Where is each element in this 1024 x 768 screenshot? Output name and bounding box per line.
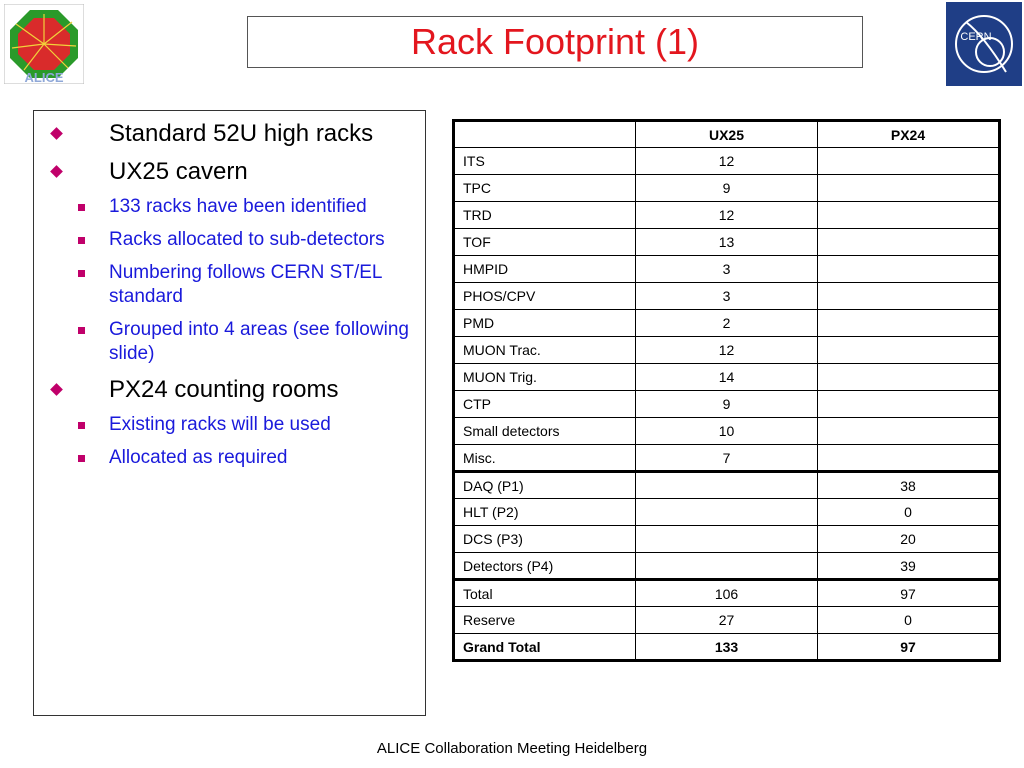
sub-bullet-item [34,413,425,437]
value-cell [818,202,1000,229]
value-cell: 0 [818,607,1000,634]
table-row [454,607,1000,634]
title-box [247,16,863,68]
value-cell: 2 [636,310,818,337]
table-row [454,202,1000,229]
rack-table [452,119,1001,662]
value-cell [818,391,1000,418]
diamond-bullet-icon [50,127,63,140]
table-row [454,418,1000,445]
table-body [454,148,1000,661]
row-label-cell: DAQ (P1) [454,472,636,499]
value-cell [818,283,1000,310]
value-cell: 7 [636,445,818,472]
value-cell: 3 [636,256,818,283]
bullet-text: PX24 counting rooms [109,376,339,403]
table-row [454,175,1000,202]
row-label-cell: Reserve [454,607,636,634]
value-cell: 38 [818,472,1000,499]
sub-bullet-item [34,446,425,470]
value-cell: 97 [818,580,1000,607]
table-row [454,391,1000,418]
header-cell: PX24 [818,121,1000,148]
value-cell [818,337,1000,364]
bullet-text: Standard 52U high racks [109,120,374,147]
page-title: Rack Footprint (1) [410,21,700,62]
table-row [454,310,1000,337]
row-label-cell: PMD [454,310,636,337]
bullet-item [34,157,425,366]
square-bullet-icon [78,422,85,429]
value-cell: 9 [636,175,818,202]
value-cell: 12 [636,337,818,364]
alice-logo [4,4,84,84]
sub-bullet-item [34,261,425,309]
cern-logo-text: CERN [960,31,992,43]
value-cell: 13 [636,229,818,256]
value-cell [818,256,1000,283]
row-label-cell: HMPID [454,256,636,283]
sub-bullet-item [34,195,425,219]
square-bullet-icon [78,455,85,462]
sub-bullet-text: Grouped into 4 areas (see following slide) [109,319,409,364]
sub-bullet-text: Existing racks will be used [109,414,331,435]
sub-bullet-item [34,318,425,366]
row-label-cell: PHOS/CPV [454,283,636,310]
bullet-item [34,119,425,149]
table-row [454,445,1000,472]
value-cell [818,148,1000,175]
value-cell [818,445,1000,472]
value-cell: 12 [636,202,818,229]
diamond-bullet-icon [50,383,63,396]
value-cell: 0 [818,499,1000,526]
sub-bullet-item [34,228,425,252]
row-label-cell: CTP [454,391,636,418]
value-cell [818,310,1000,337]
table-row [454,256,1000,283]
value-cell: 27 [636,607,818,634]
diamond-bullet-icon [50,165,63,178]
value-cell [818,418,1000,445]
table-row [454,472,1000,499]
square-bullet-icon [78,204,85,211]
value-cell: 20 [818,526,1000,553]
header-cell: UX25 [636,121,818,148]
cern-logo [946,2,1022,86]
value-cell: 12 [636,148,818,175]
sub-bullet-text: Racks allocated to sub-detectors [109,229,385,250]
row-label-cell: Total [454,580,636,607]
alice-logo-text: ALICE [24,70,64,84]
square-bullet-icon [78,270,85,277]
row-label-cell: MUON Trig. [454,364,636,391]
value-cell: 9 [636,391,818,418]
row-label-cell: Small detectors [454,418,636,445]
bullet-panel [33,110,426,716]
value-cell [636,472,818,499]
value-cell: 14 [636,364,818,391]
bullet-text: UX25 cavern [109,158,248,185]
table-header-row [454,121,1000,148]
table-row [454,553,1000,580]
square-bullet-icon [78,327,85,334]
row-label-cell: HLT (P2) [454,499,636,526]
row-label-cell: Grand Total [454,634,636,661]
value-cell [818,175,1000,202]
table-row [454,526,1000,553]
value-cell: 10 [636,418,818,445]
sub-bullet-text: Numbering follows CERN ST/EL standard [109,262,382,307]
table-row [454,229,1000,256]
row-label-cell: Misc. [454,445,636,472]
value-cell: 106 [636,580,818,607]
table-row [454,634,1000,661]
table-row [454,148,1000,175]
value-cell: 133 [636,634,818,661]
value-cell [818,364,1000,391]
value-cell [636,526,818,553]
square-bullet-icon [78,237,85,244]
row-label-cell: MUON Trac. [454,337,636,364]
sub-bullet-text: Allocated as required [109,447,288,468]
sub-bullet-list [88,195,425,366]
row-label-cell: TRD [454,202,636,229]
row-label-cell: TOF [454,229,636,256]
value-cell [818,229,1000,256]
row-label-cell: TPC [454,175,636,202]
table-row [454,364,1000,391]
value-cell: 3 [636,283,818,310]
bullet-list [34,111,425,470]
table-row [454,337,1000,364]
row-label-cell: DCS (P3) [454,526,636,553]
sub-bullet-text: 133 racks have been identified [109,196,367,217]
row-label-cell: ITS [454,148,636,175]
value-cell: 39 [818,553,1000,580]
footer-text: ALICE Collaboration Meeting Heidelberg [376,740,648,757]
table-row [454,283,1000,310]
bullet-item [34,375,425,470]
table-row [454,580,1000,607]
value-cell: 97 [818,634,1000,661]
header-cell [454,121,636,148]
sub-bullet-list [88,413,425,470]
value-cell [636,553,818,580]
table-row [454,499,1000,526]
row-label-cell: Detectors (P4) [454,553,636,580]
value-cell [636,499,818,526]
